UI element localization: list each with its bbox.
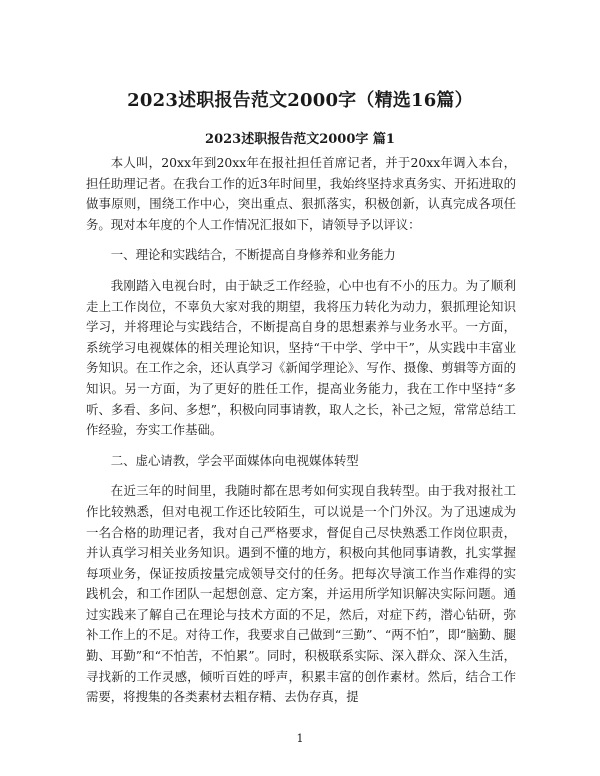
paragraph-theory-practice: 我刚踏入电视台时，由于缺乏工作经验，心中也有不小的压力。为了顺利走上工作岗位，不辜负大家对我的期望，我将压力转化为动力，狠抓理论知识学习，并将理论与实践结合，不断提高自身的思想素养与业务水平。一方面，系统学习电视媒体的相关理论知识，坚持“干中学、学中干”，从实践中丰富业务知识。在工作之余，还认真学习《新闻学理论》、写作、摄像、剪辑等方面的知识。另一方面，为了更好的胜任工作，提高业务能力，我在工作中坚持“多听、多看、多问、多想”，积极向同事请教，取人之长，补己之短，常常总结工作经验，夯实工作基础。 xyxy=(86,277,516,438)
page-number: 1 xyxy=(296,732,304,745)
paragraph-intro: 本人叫，20xx年到20xx年在报社担任首席记者，并于20xx年调入本台，担任助理记者。在我台工作的近3年时间里，我始终坚持求真务实、开拓进取的做事原则，围绕工作中心，突出重点、狠抓落实，积极创新，认真完成各项任务。现对本年度的个人工作情况汇报如下，请领导予以评议： xyxy=(86,155,516,232)
document-title: 2023述职报告范文2000字（精选16篇） xyxy=(127,90,473,111)
document-body xyxy=(86,153,516,708)
paragraph-media-transition: 在近三年的时间里，我随时都在思考如何实现自我转型。由于我对报社工作比较熟悉，但对电视工作还比较陌生，可以说是一个门外汉。为了迅速成为一名合格的助理记者，我对自己严格要求，督促自己尽快熟悉工作岗位职责，并认真学习相关业务知识。遇到不懂的地方，积极向其他同事请教，扎实掌握每项业务，保证按质按量完成领导交付的任务。把每次导演工作当作难得的实践机会，和工作团队一起想创意、定方案，并运用所学知识解决实际问题。通过实践来了解自己在理论与技术方面的不足，然后，对症下药，潜心钻研，弥补工作上的不足。对待工作，我要求自己做到“三勤”、“两不怕”，即“脑勤、腿勤、耳勤”和“不怕苦，不怕累”。同时，积极联系实际、深入群众、深入生活，寻找新的工作灵感，倾听百姓的呼声，积累丰富的创作素材。然后，结合工作需要，将搜集的各类素材去粗存精、去伪存真，提 xyxy=(86,483,516,705)
heading-two: 二、虚心请教，学会平面媒体向电视媒体转型 xyxy=(110,452,359,468)
heading-one: 一、理论和实践结合，不断提高自身修养和业务能力 xyxy=(110,247,396,263)
section-title: 2023述职报告范文2000字 篇1 xyxy=(205,132,395,147)
